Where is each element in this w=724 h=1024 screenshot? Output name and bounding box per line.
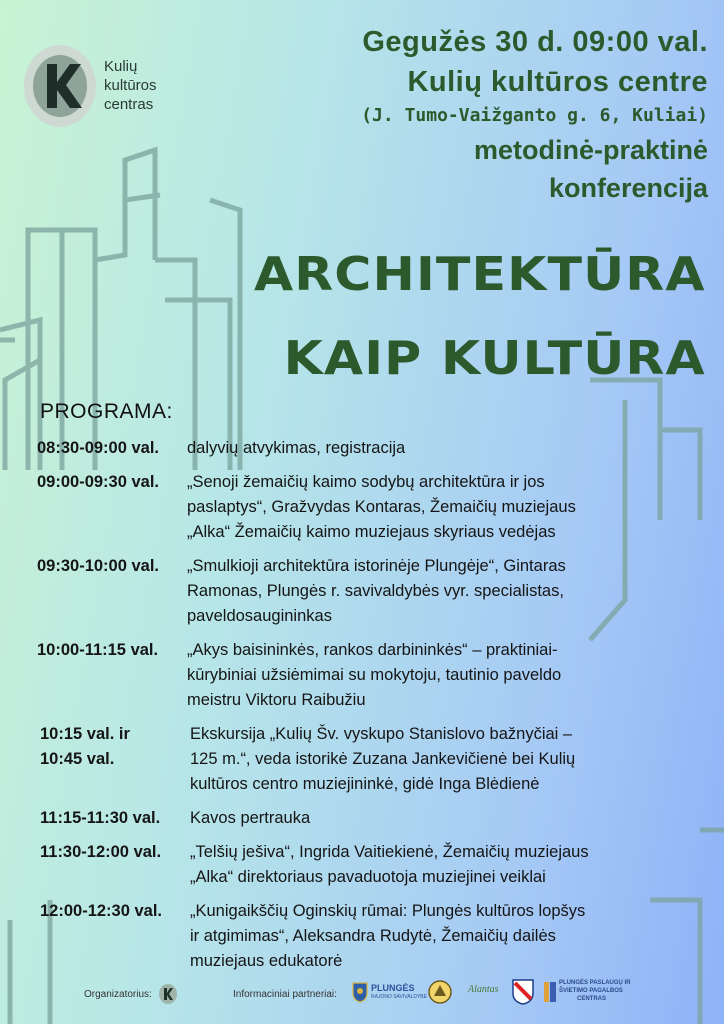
partners-label: Informaciniai partneriai: [233,989,337,1000]
event-type-line: metodinė-praktinė [473,135,708,165]
program-item [37,436,687,461]
program-time: 09:00-09:30 val. [37,473,160,491]
logo-name-line: Kulių [104,58,138,75]
event-date: Gegužės 30 d. 09:00 val. [362,26,708,58]
description-line: muziejaus edukatorė [190,952,343,970]
program-time-line: 10:15 val. ir [40,725,130,743]
description-line: „Akys baisininkės, rankos darbininkės“ – praktiniai- [187,641,558,659]
program-heading: PROGRAMA: [40,400,173,423]
description-line: dalyvių atvykimas, registracija [187,439,406,457]
description-line: „Senoji žemaičių kaimo sodybų architektūra ir jos [187,473,545,491]
partner-plunge-name: PLUNGĖS [371,983,415,993]
description-line: „Alka“ direktoriaus pavaduotoja muziejinei veiklai [190,868,546,886]
program-description [187,554,687,629]
description-line: „Alka“ Žemaičių kaimo muziejaus skyriaus vedėjas [187,523,556,541]
title-line: KAIP KULTŪRA [283,331,706,385]
event-place: Kulių kultūros centre [407,66,708,98]
program-description [190,840,687,890]
program-list [37,436,687,974]
description-line: Kavos pertrauka [190,809,311,827]
organizer-label: Organizatorius: [84,989,152,1000]
partner-pps-line: CENTRAS [577,996,607,1002]
program-description [190,722,687,797]
program-item [37,899,687,974]
description-line: ir atgimimas“, Aleksandra Rudytė, Žemaičių dailės [190,927,556,945]
partner-alantas: Alantas [468,984,499,995]
program-time-line: 10:45 val. [40,750,115,768]
description-line: meistru Viktoru Raibužiu [187,691,366,709]
program-time: 09:30-10:00 val. [37,557,160,575]
program-item [37,554,687,629]
logo-name-line: centras [104,96,154,113]
event-type-line: konferencija [548,173,708,203]
program-description [190,806,687,831]
description-line: „Kunigaikščių Oginskių rūmai: Plungės kultūros lopšys [190,902,586,920]
event-address: (J. Tumo-Vaižganto g. 6, Kuliai) [361,105,708,126]
program-time: 12:00-12:30 val. [40,902,163,920]
logo-name-line: kultūros [104,77,157,94]
partner-plunge-sub: RAJONO SAVIVALDYBĖ [371,994,427,1000]
description-line: paveldosaugininkas [187,607,332,625]
program-description [190,899,687,974]
description-line: kūrybiniai užsiėmimai su mokytoju, tautinio paveldo [187,666,562,684]
description-line: kultūros centro muziejininkė, gidė Inga Blėdienė [190,775,540,793]
program-item [37,470,687,545]
event-header [361,22,708,206]
program-description [187,638,687,713]
program-description [187,436,687,461]
footer [0,975,724,1015]
description-line: 125 m.“, veda istorikė Zuzana Jankevičienė bei Kulių [190,750,576,768]
round-emblem-icon [428,978,452,1006]
program-time: 11:15-11:30 val. [40,809,161,827]
description-line: Ramonas, Plungės r. savivaldybės vyr. specialistas, [187,582,564,600]
program-time [37,722,190,797]
program-description [187,470,687,545]
program-item [37,638,687,713]
partner-pps [559,979,631,1003]
kkc-small-logo-icon [158,983,178,1005]
title-line: ARCHITEKTŪRA [254,247,706,301]
partner-pps-line: PLUNGĖS PASLAUGŲ IR [559,980,631,986]
program-item [37,806,687,831]
logo-name [104,57,157,114]
program-time: 10:00-11:15 val. [37,641,159,659]
description-line: „Telšių ješiva“, Ingrida Vaitiekienė, Žemaičių muziejaus [190,843,589,861]
description-line: paslaptys“, Gražvydas Kontaras, Žemaičių muziejaus [187,498,576,516]
red-shield-icon [512,979,534,1005]
program-time: 08:30-09:00 val. [37,439,160,457]
partner-pps-line: ŠVIETIMO PAGALBOS [559,988,623,994]
plunge-crest-icon [352,981,368,1003]
program-item [37,722,687,797]
program-time: 11:30-12:00 val. [40,843,162,861]
pps-emblem-icon [543,981,557,1003]
kkc-logo-icon [22,42,182,132]
description-line: „Smulkioji architektūra istorinėje Plungėje“, Gintaras [187,557,566,575]
program-item [37,840,687,890]
description-line: Ekskursija „Kulių Šv. vyskupo Stanislovo bažnyčiai – [190,725,573,743]
